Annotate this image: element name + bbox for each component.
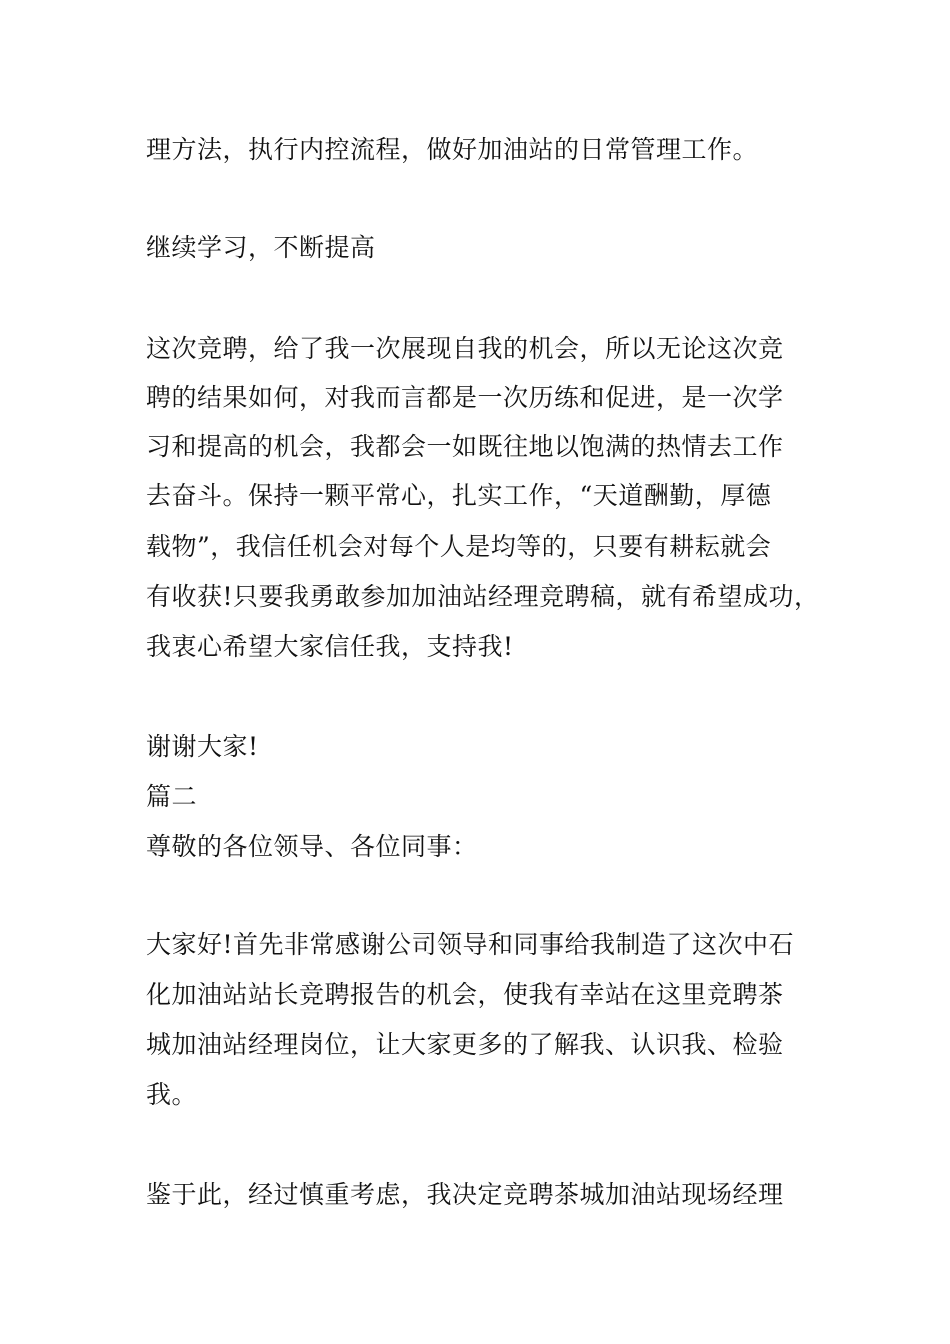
text-line: 理方法，执行内控流程，做好加油站的日常管理工作。	[146, 135, 759, 164]
text-line: 我衷心希望大家信任我，支持我!	[146, 632, 514, 661]
text-line: 城加油站经理岗位，让大家更多的了解我、认识我、检验	[146, 1030, 784, 1059]
text-line: 聘的结果如何，对我而言都是一次历练和促进，是一次学	[146, 383, 784, 412]
text-line: 载物”，我信任机会对每个人是均等的，只要有耕耘就会	[146, 532, 772, 561]
text-line: 鉴于此，经过慎重考虑，我决定竞聘茶城加油站现场经理	[146, 1180, 784, 1209]
text-line: 习和提高的机会，我都会一如既往地以饱满的热情去工作	[146, 432, 784, 461]
text-line: 这次竞聘，给了我一次展现自我的机会，所以无论这次竞	[146, 334, 784, 363]
text-line: 我。	[146, 1080, 198, 1109]
text-line: 去奋斗。保持一颗平常心，扎实工作，“天道酬勤，厚德	[146, 481, 772, 510]
text-line: 化加油站站长竞聘报告的机会，使我有幸站在这里竞聘茶	[146, 980, 784, 1009]
text-line: 有收获!只要我勇敢参加加油站经理竞聘稿，就有希望成功，	[146, 582, 820, 611]
section-heading: 继续学习，不断提高	[146, 233, 376, 262]
text-line: 谢谢大家!	[146, 732, 259, 761]
section-heading: 篇二	[146, 782, 198, 811]
salutation: 尊敬的各位领导、各位同事：	[146, 832, 478, 861]
text-line: 大家好!首先非常感谢公司领导和同事给我制造了这次中石	[146, 930, 795, 959]
